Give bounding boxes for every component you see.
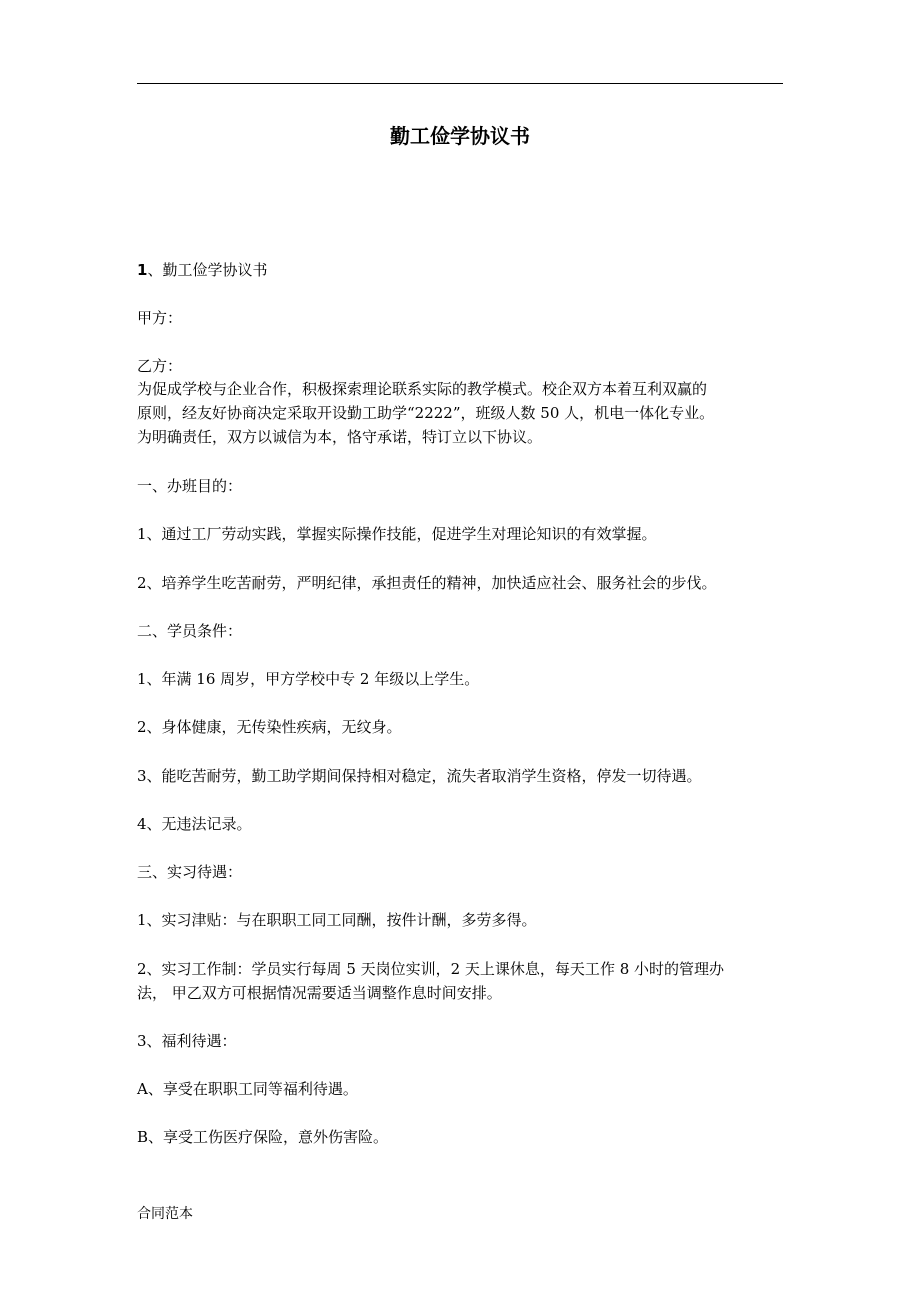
intro-paragraph: [137, 377, 787, 449]
treatment-item-3: 3、福利待遇：: [137, 1032, 237, 1050]
treatment-line: 2、实习工作制：学员实行每周 5 天岗位实训，2 天上课休息，每天工作 8 小时的管理办: [137, 960, 725, 978]
condition-item-2: 2、身体健康，无传染性疾病，无纹身。: [137, 718, 402, 736]
document-title: 勤工俭学协议书: [390, 124, 530, 148]
purpose-item-2: 2、培养学生吃苦耐劳，严明纪律，承担责任的精神，加快适应社会、服务社会的步伐。: [137, 574, 717, 592]
section-title: 、勤工俭学协议书: [147, 261, 268, 279]
treatment-line: 法， 甲乙双方可根据情况需要适当调整作息时间安排。: [137, 984, 502, 1002]
section-number: 1: [137, 261, 148, 279]
welfare-item-a: A、享受在职职工同等福利待遇。: [137, 1080, 358, 1098]
intro-line: 原则，经友好协商决定采取开设勤工助学“2222”，班级人数 50 人，机电一体化专业。: [137, 404, 715, 422]
purpose-item-1: 1、通过工厂劳动实践，掌握实际操作技能，促进学生对理论知识的有效掌握。: [137, 525, 657, 543]
intro-line: 为促成学校与企业合作，积极探索理论联系实际的教学模式。校企双方本着互利双赢的: [137, 380, 708, 398]
heading-conditions: 二、学员条件：: [137, 622, 243, 640]
treatment-item-1: 1、实习津贴：与在职职工同工同酬，按件计酬，多劳多得。: [137, 911, 537, 929]
header-rule: [137, 83, 783, 84]
section-heading: [137, 258, 787, 282]
heading-purpose: 一、办班目的：: [137, 477, 243, 495]
heading-treatment: 三、实习待遇：: [137, 863, 243, 881]
intro-line: 为明确责任，双方以诚信为本，恪守承诺，特订立以下协议。: [137, 428, 543, 446]
condition-item-1: 1、年满 16 周岁，甲方学校中专 2 年级以上学生。: [137, 670, 480, 688]
party-a-label: 甲方：: [137, 309, 183, 327]
party-b-label: 乙方：: [137, 357, 183, 375]
treatment-item-2: [137, 957, 787, 1005]
welfare-item-b: B、享受工伤医疗保险，意外伤害险。: [137, 1128, 389, 1146]
footer-label: 合同范本: [137, 1206, 193, 1222]
condition-item-3: 3、能吃苦耐劳，勤工助学期间保持相对稳定，流失者取消学生资格，停发一切待遇。: [137, 767, 702, 785]
condition-item-4: 4、无违法记录。: [137, 815, 252, 833]
